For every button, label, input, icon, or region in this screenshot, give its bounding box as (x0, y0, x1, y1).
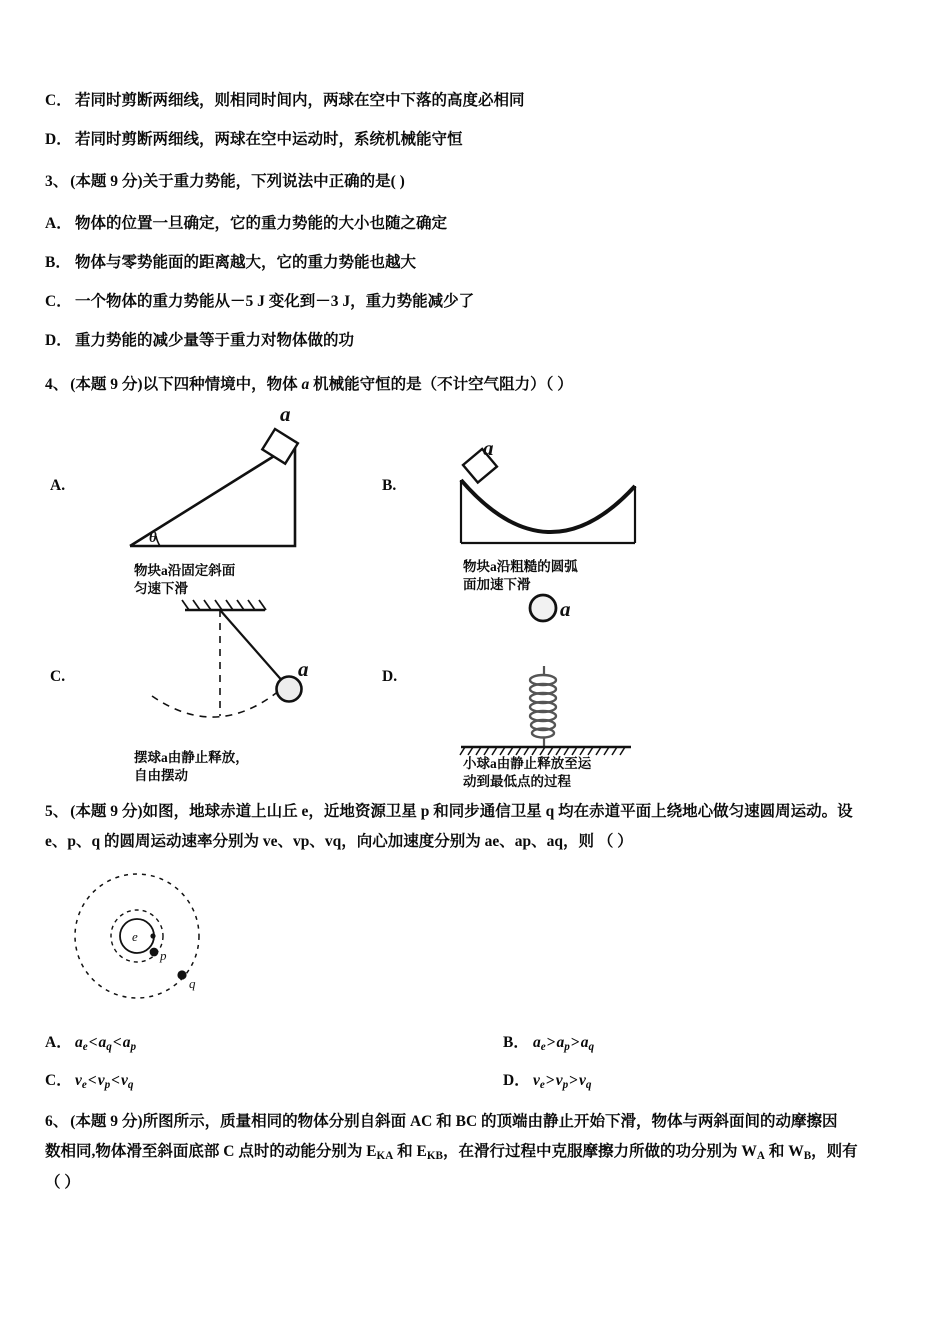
question-3-stem-text: 关于重力势能，下列说法中正确的是( ) (142, 173, 405, 190)
q5-option-d-letter: D． (503, 1071, 530, 1089)
q3-option-c (45, 289, 913, 311)
q4-choice-d-caption-line2: 动到最低点的过程 (463, 773, 571, 789)
q4-choice-d-letter: D. (382, 668, 398, 686)
q4-choice-c-letter: C. (50, 668, 66, 686)
q5-option-d-text: $v_e>v_p>v_q$ (533, 1071, 592, 1091)
q2-option-c-text: 若同时剪断两细线，则相同时间内，两球在空中下落的高度必相同 (75, 92, 525, 109)
question-6-line3: （ ） (45, 1173, 80, 1191)
question-4-score-tag: (本题 9 分) (70, 375, 143, 393)
question-5-stem-line1 (45, 797, 913, 827)
q2-option-c-letter: C． (45, 92, 72, 109)
question-6-line1 (45, 1107, 913, 1137)
question-4-stem (45, 372, 913, 398)
concave-arc-icon (423, 403, 713, 583)
q5-option-a-letter: A． (45, 1033, 72, 1051)
q4-choice-a-figure (90, 403, 380, 596)
q3-option-a (45, 211, 913, 233)
q3-option-c-letter: C． (45, 292, 72, 310)
q3-option-a-letter: A． (45, 214, 72, 232)
question-4-figure-grid (45, 403, 913, 791)
q4-choice-d-caption-line1: 小球a由静止释放至运 (463, 756, 592, 772)
svg-text:a: a (483, 436, 494, 461)
svg-text:e: e (132, 928, 138, 944)
svg-text:θ: θ (149, 530, 157, 547)
q3-option-d-text: 重力势能的减少量等于重力对物体做的功 (75, 331, 355, 349)
q3-option-b (45, 250, 913, 272)
inclined-plane-icon (90, 403, 380, 583)
q3-option-d (45, 328, 913, 350)
q2-option-d-text: 若同时剪断两细线，两球在空中运动时，系统机械能守恒 (75, 131, 463, 148)
q4-choice-b-figure (423, 403, 713, 592)
question-6-sub-wa: A (756, 1149, 765, 1162)
question-6-text-2d: 和 W (764, 1143, 804, 1160)
q5-option-d (455, 1068, 913, 1091)
q5-option-a-text: $a_e<a_q<a_p$ (75, 1033, 137, 1053)
earth-orbit-diagram-icon (45, 868, 295, 1008)
q4-choice-c-caption-line2: 自由摆动 (134, 767, 188, 783)
q5-option-c (45, 1068, 455, 1091)
svg-text:a: a (560, 597, 571, 622)
question-5-score-tag: (本题 9 分) (70, 803, 143, 821)
question-5-number: 5、 (45, 803, 69, 821)
question-4-stem-before: 以下四种情境中，物体 (142, 375, 302, 393)
question-5-answer-row-2 (45, 1068, 913, 1091)
question-4-stem-after: 机械能守恒的是（不计空气阻力）（ ） (309, 375, 573, 393)
question-4-number: 4、 (45, 375, 69, 393)
svg-text:a: a (298, 657, 309, 682)
q2-option-d-letter: D． (45, 131, 72, 148)
q4-choice-b-caption-line2: 面加速下滑 (463, 576, 531, 592)
q3-option-a-text: 物体的位置一旦确定，它的重力势能的大小也随之确定 (75, 214, 448, 232)
question-5-stem-text-1: 如图，地球赤道上山丘 e，近地资源卫星 p 和同步通信卫星 q 均在赤道平面上绕地心做匀速圆周运动。设 (142, 803, 853, 821)
q4-choice-a-letter: A. (50, 477, 66, 495)
question-5-answer-row-1 (45, 1030, 913, 1053)
question-6-sub-wb: B (803, 1149, 812, 1162)
q3-option-d-letter: D． (45, 331, 72, 349)
q5-option-c-letter: C． (45, 1071, 72, 1089)
q4-choice-b-caption-line1: 物块a沿粗糙的圆弧 (463, 559, 578, 575)
question-6-text-2c: ，在滑行过程中克服摩擦力所做的功分别为 W (443, 1143, 757, 1160)
q3-option-b-text: 物体与零势能面的距离越大，它的重力势能也越大 (75, 253, 417, 271)
q2-option-c (45, 88, 913, 110)
q4-choice-d-figure (423, 588, 713, 788)
svg-text:p: p (160, 947, 167, 963)
question-6-text-2e: ，则有 (811, 1143, 858, 1160)
q2-option-d (45, 127, 913, 149)
q3-option-c-text: 一个物体的重力势能从－5 J 变化到－3 J，重力势能减少了 (75, 292, 475, 310)
question-6-score-tag: (本题 9 分) (70, 1112, 143, 1130)
q5-option-b-text: $a_e>a_p>a_q$ (533, 1033, 595, 1053)
q4-choice-b-letter: B. (382, 477, 397, 495)
q4-choice-c-caption-line1: 摆球a由静止释放， (134, 750, 249, 766)
q5-option-c-text: $v_e<v_p<v_q$ (75, 1071, 134, 1091)
q3-option-b-letter: B． (45, 253, 71, 271)
question-3-stem (45, 169, 913, 195)
page-content (45, 88, 913, 1198)
question-6-line2 (45, 1137, 913, 1168)
q5-option-a (45, 1030, 455, 1053)
question-6-text-2a: 数相同,物体滑至斜面底部 C 点时的动能分别为 E (45, 1143, 377, 1160)
question-6-text-line1: 所图所示，质量相同的物体分别自斜面 AC 和 BC 的顶端由静止开始下滑，物体与两斜面间的动摩擦因 (142, 1112, 838, 1130)
q5-option-b (455, 1030, 913, 1053)
q4-choice-c-figure (90, 588, 380, 788)
q4-choice-a-caption-line2: 匀速下滑 (134, 580, 188, 596)
question-3-score-tag: (本题 9 分) (70, 173, 143, 190)
question-6-sub-ka: KA (376, 1149, 394, 1162)
pendulum-icon (90, 588, 380, 768)
question-4-stem-italic-a: a (301, 375, 310, 393)
ball-on-spring-icon (423, 588, 713, 768)
q5-option-b-letter: B． (503, 1033, 529, 1051)
question-6-text-2b: 和 E (393, 1143, 427, 1160)
question-5-stem-line2: e、p、q 的圆周运动速率分别为 ve、vp、vq，向心加速度分别为 ae、ap、aq，则 （ ） (45, 833, 633, 851)
svg-text:a: a (280, 403, 291, 427)
question-3-number: 3、 (45, 173, 69, 190)
question-6-number: 6、 (45, 1112, 69, 1130)
question-5-figure (45, 868, 295, 1008)
svg-text:q: q (189, 975, 196, 991)
q4-choice-a-caption-line1: 物块a沿固定斜面 (134, 563, 236, 579)
question-6-sub-kb: KB (426, 1149, 443, 1162)
